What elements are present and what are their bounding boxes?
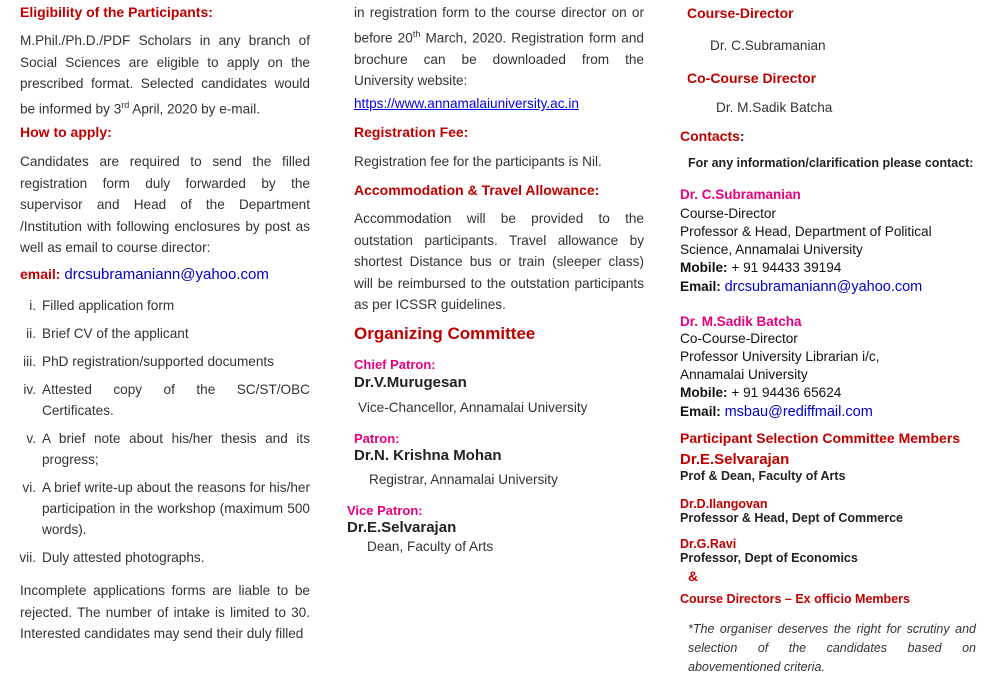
list-item: vi. A brief write-up about the reasons for his/her participation in the workshop (maximum 500 words). bbox=[22, 480, 310, 537]
eligibility-heading: Eligibility of the Participants: bbox=[20, 4, 213, 20]
course-director-name: Dr. C.Subramanian bbox=[710, 38, 826, 53]
chief-patron-label: Chief Patron: bbox=[354, 357, 436, 372]
vice-patron-label: Vice Patron: bbox=[347, 503, 423, 518]
contact-2-name: Dr. M.Sadik Batcha bbox=[680, 314, 802, 329]
selection-committee-heading: Participant Selection Committee Members bbox=[680, 430, 961, 446]
eligibility-text: M.Phil./Ph.D./PDF Scholars in any branch of Social Sciences are eligible to apply on the prescribed format. Selected candidates would be informed by 3rd April, 2020 by e-mail. bbox=[20, 33, 310, 117]
contacts-heading: Contacts: bbox=[680, 128, 745, 144]
disclaimer: *The organiser deserves the right for scrutiny and selection of the candidates based on abovementioned criteria. bbox=[688, 622, 976, 674]
contact-1-details: Course-Director Professor & Head, Department of Political Science, Annamalai University Mobile: + 91 94433 39194 Email: drcsubramaniann@yahoo.com bbox=[680, 206, 932, 295]
member-1-name: Dr.E.Selvarajan bbox=[680, 451, 790, 468]
registration-fee-heading: Registration Fee: bbox=[354, 124, 469, 140]
list-item: vii. Duly attested photographs. bbox=[19, 550, 205, 565]
co-director-name: Dr. M.Sadik Batcha bbox=[716, 100, 833, 115]
email-link[interactable]: drcsubramaniann@yahoo.com bbox=[64, 266, 269, 283]
accommodation-text: Accommodation will be provided to the outstation participants. Travel allowance by shortest Distance bus or train (sleeper class) will be reimbursed to the outstation participants as per ICSSR guidelines. bbox=[354, 211, 644, 312]
registration-fee-text: Registration fee for the participants is Nil. bbox=[354, 154, 602, 169]
vice-patron-name: Dr.E.Selvarajan bbox=[347, 519, 457, 536]
email-line: email: drcsubramaniann@yahoo.com bbox=[20, 266, 269, 283]
contact-1-name: Dr. C.Subramanian bbox=[680, 187, 801, 202]
list-item: iv. Attested copy of the SC/ST/OBC Certificates. bbox=[23, 382, 310, 418]
contact-2-details: Co-Course-Director Professor University Librarian i/c, Annamalai University Mobile: + 91 94436 65624 Email: msbau@rediffmail.com bbox=[680, 331, 880, 420]
list-item: v. A brief note about his/her thesis and its progress; bbox=[26, 431, 310, 467]
member-1-role: Prof & Dean, Faculty of Arts bbox=[680, 469, 846, 483]
how-to-apply-text: Candidates are required to send the filled registration form duly forwarded by the supervisor and Head of the Department /Institution with following enclosures by post as well as email to course director: bbox=[20, 154, 310, 255]
course-directors-note: Course Directors – Ex officio Members bbox=[680, 592, 910, 606]
contact-2-mobile[interactable]: + 91 94436 65624 bbox=[727, 385, 842, 400]
contact-1-mobile[interactable]: + 91 94433 39194 bbox=[727, 260, 842, 275]
patron-role: Registrar, Annamalai University bbox=[369, 472, 558, 487]
ampersand: & bbox=[688, 568, 699, 584]
co-director-heading: Co-Course Director bbox=[687, 70, 817, 86]
enclosure-list bbox=[20, 295, 310, 575]
member-2-name: Dr.D.Ilangovan bbox=[680, 497, 768, 511]
how-to-apply-heading: How to apply: bbox=[20, 124, 112, 140]
list-item: ii. Brief CV of the applicant bbox=[26, 326, 189, 341]
member-2-role: Professor & Head, Dept of Commerce bbox=[680, 511, 903, 525]
accommodation-heading: Accommodation & Travel Allowance: bbox=[354, 182, 600, 198]
list-item: i. Filled application form bbox=[29, 298, 175, 313]
patron-label: Patron: bbox=[354, 431, 400, 446]
chief-patron-name: Dr.V.Murugesan bbox=[354, 374, 467, 391]
member-3-role: Professor, Dept of Economics bbox=[680, 551, 858, 565]
registration-continued-text: in registration form to the course director on or before 20th March, 2020. Registration form and brochure can be downloaded from the University website: bbox=[354, 5, 644, 89]
member-3-name: Dr.G.Ravi bbox=[680, 537, 737, 551]
patron-name: Dr.N. Krishna Mohan bbox=[354, 447, 502, 464]
vice-patron-role: Dean, Faculty of Arts bbox=[367, 539, 494, 554]
list-item: iii. PhD registration/supported documents bbox=[23, 354, 274, 369]
course-director-heading: Course-Director bbox=[687, 5, 794, 21]
contacts-intro: For any information/clarification please contact: bbox=[688, 156, 974, 170]
website-link[interactable]: https://www.annamalaiuniversity.ac.in bbox=[354, 96, 579, 111]
organizing-committee-heading: Organizing Committee bbox=[354, 324, 536, 343]
chief-patron-role: Vice-Chancellor, Annamalai University bbox=[358, 400, 588, 415]
contact-1-email[interactable]: drcsubramaniann@yahoo.com bbox=[724, 279, 923, 295]
closing-text: Incomplete applications forms are liable to be rejected. The number of intake is limited to 30. Interested candidates may send their duly filled bbox=[20, 583, 310, 641]
contact-2-email[interactable]: msbau@rediffmail.com bbox=[724, 404, 873, 420]
